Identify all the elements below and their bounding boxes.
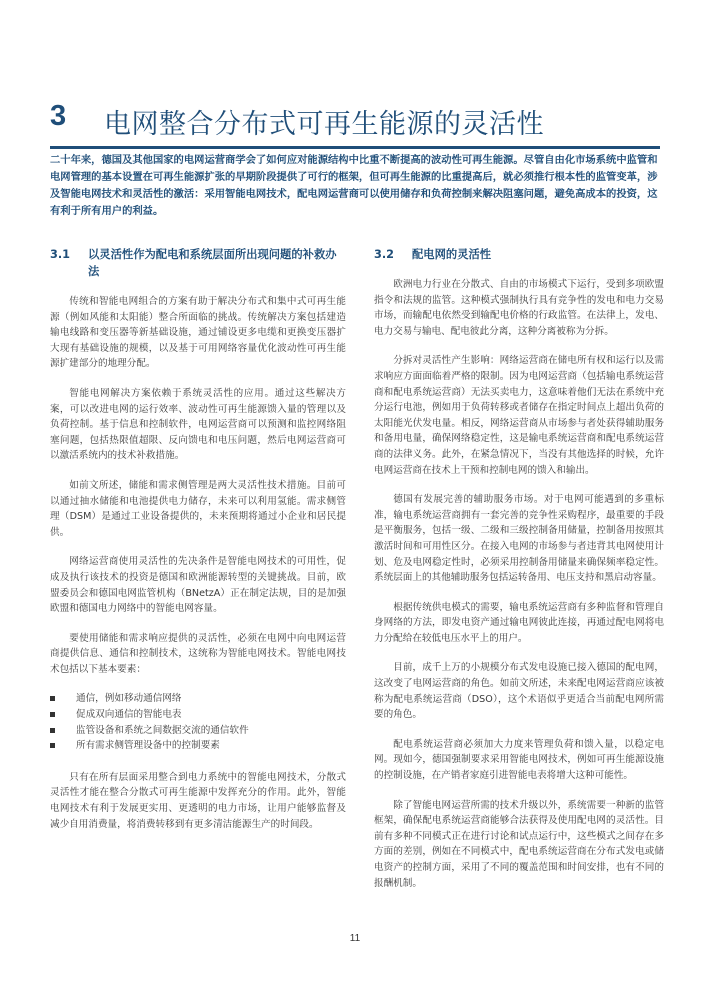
list-item-text: 促成双向通信的智能电表 xyxy=(76,709,182,721)
page-number: 11 xyxy=(349,933,361,944)
list-item-text: 通信，例如移动通信网络 xyxy=(76,693,182,705)
section-number: 3.1 xyxy=(50,248,71,261)
chapter-number: 3 xyxy=(50,100,67,132)
paragraph: 根据传统供电模式的需要，输电系统运营商有多种监督和管理自身网络的方法，即发电资产通过输电网彼此连接，再通过配电网将电力分配给在较低电压水平上的用户。 xyxy=(374,601,664,644)
section-heading-3-2 xyxy=(374,246,664,263)
chapter-heading xyxy=(50,100,660,146)
section-number: 3.2 xyxy=(374,248,395,261)
intro-text: 二十年来，德国及其他国家的电网运营商学会了如何应对能源结构中比重不断提高的波动性可再生能源。尽管自由化市场系统中监管和电网管理的基本设置在可再生能源扩张的早期阶段提供了可行的框架，但可再生能源的比重提高后，就必须推行根本性的监管变革，涉及智能电网技术和灵活性的激活：采用智能电网技术，配电网运营商可以使用储存和负荷控制来解决阻塞问题，避免高成本的投资，这有利于所有用户的利益。 xyxy=(50,154,658,217)
bullet-icon xyxy=(50,696,55,701)
left-column xyxy=(50,246,346,846)
paragraph: 目前，成千上万的小规模分布式发电设施已接入德国的配电网，这改变了电网运营商的角色。如前文所述，未来配电网运营商应该被称为配电系统运营商（DSO），这个术语似乎更适合当前配电网所需要的角色。 xyxy=(374,662,664,721)
bullet-icon xyxy=(50,728,55,733)
section-heading-3-1 xyxy=(50,246,346,280)
paragraph: 分拆对灵活性产生影响：网络运营商在储电所有权和运行以及需求响应方面面临着严格的限制。因为电网运营商（包括输电系统运营商和配电系统运营商）无法买卖电力，这意味着他们无法在系统中充分运行电池，例如用于负荷转移或者储存在指定时间点上超出负荷的太阳能光伏发电量。相反，网络运营商从市场参与者处获得辅助服务和备用电量，确保网络稳定性，这是输电系统运营商和配电系统运营商的法律义务。此外，在紧急情况下，当没有其他选择的时候，允许电网运营商在技术上干预和控制电网的馈入和输出。 xyxy=(374,355,664,476)
paragraph: 网络运营商使用灵活性的先决条件是智能电网技术的可用性，促成及执行该技术的投资是德国和欧洲能源转型的关键挑战。目前，欧盟委员会和德国电网监管机构（BNetzA）正在制定法规，目的是加强欧盟和德国电力网络中的智能电网容量。 xyxy=(50,556,346,615)
list-item xyxy=(50,707,346,723)
list-item-text: 所有需求侧管理设备中的控制要素 xyxy=(76,740,220,752)
paragraph: 德国有发展完善的辅助服务市场。对于电网可能遇到的多重标准，输电系统运营商拥有一套完善的竞争性采购程序，最重要的手段是平衡服务，包括一级、二级和三级控制备用储量，控制备用按照其激活时间和可用性区分。在接入电网的市场参与者违背其电网使用计划、危及电网稳定性时，必须采用控制备用储量来确保频率稳定性。系统层面上的其他辅助服务包括运转备用、电压支持和黑启动容量。 xyxy=(374,494,664,584)
bullet-icon xyxy=(50,743,55,748)
paragraph: 要使用储能和需求响应提供的灵活性，必须在电网中向电网运营商提供信息、通信和控制技术，这统称为智能电网技术。智能电网技术包括以下基本要素： xyxy=(50,632,346,675)
chapter-intro xyxy=(50,152,660,220)
list-item-text: 监管设备和系统之间数据交流的通信软件 xyxy=(76,724,249,736)
bullet-list xyxy=(50,691,346,753)
paragraph: 智能电网解决方案依赖于系统灵活性的应用。通过这些解决方案，可以改进电网的运行效率、波动性可再生能源馈入量的管理以及负荷控制。基于信息和控制软件，电网运营商可以预测和监控网络阻塞问题，包括热限值超限、反向馈电和电压问题，然后电网运营商可以激活系统内的技术补救措施。 xyxy=(50,387,346,462)
list-item xyxy=(50,691,346,707)
paragraph: 如前文所述，储能和需求侧管理是两大灵活性技术措施。目前可以通过抽水储能和电池提供电力储存，未来可以利用氢能。需求侧管理（DSM）是通过工业设备提供的，未来预期将通过小企业和居民提供。 xyxy=(50,479,346,538)
paragraph: 除了智能电网运营所需的技术升级以外，系统需要一种新的监管框架，确保配电系统运营商能够合法获得及使用配电网的灵活性。目前有多种不同模式正在进行讨论和试点运行中，这些模式之间存在多方面的差别，例如在不同模式中，配电系统运营商在分布式发电或储电资产的控制方面，采用了不同的覆盖范围和时间安排，也有不同的报酬机制。 xyxy=(374,799,664,889)
paragraph: 配电系统运营商必须加大力度来管理负荷和馈入量，以稳定电网。现如今，德国强制要求采用智能电网技术，例如可再生能源设施的控制设施，在产销者家庭引进智能电表将增大这种可能性。 xyxy=(374,738,664,782)
chapter-rule xyxy=(50,146,660,149)
section-title: 以灵活性作为配电和系统层面所出现问题的补救办法 xyxy=(88,248,337,278)
paragraph: 传统和智能电网组合的方案有助于解决分布式和集中式可再生能源（例如风能和太阳能）整合所面临的挑战。传统解决方案包括建造输电线路和变压器等新基础设施，通过铺设更多电缆和更换变压器扩大现有基础设施的规模，以及基于可用网络容量优化波动性可再生能源扩建部分的地理分配。 xyxy=(50,296,346,370)
bullet-icon xyxy=(50,712,55,717)
chapter-title: 电网整合分布式可再生能源的灵活性 xyxy=(104,109,544,140)
section-title: 配电网的灵活性 xyxy=(412,248,492,261)
paragraph: 只有在所有层面采用整合到电力系统中的智能电网技术，分散式灵活性才能在整合分散式可再生能源中发挥充分的作用。此外，智能电网技术有利于发展更实用、更透明的电力市场，让用户能够监督及减少自用消费量，将消费转移到有更多清洁能源生产的时间段。 xyxy=(50,771,346,830)
paragraph: 欧洲电力行业在分散式、自由的市场模式下运行，受到多项欧盟指令和法规的监管。这种模式强制执行具有竞争性的发电和电力交易市场，而输配电依然受到输配电价格的行政监管。在法律上，发电、电力交易与输电、配电彼此分离，这种分离被称为分拆。 xyxy=(374,279,664,337)
list-item xyxy=(50,738,346,754)
list-item xyxy=(50,723,346,739)
right-column xyxy=(374,246,664,905)
